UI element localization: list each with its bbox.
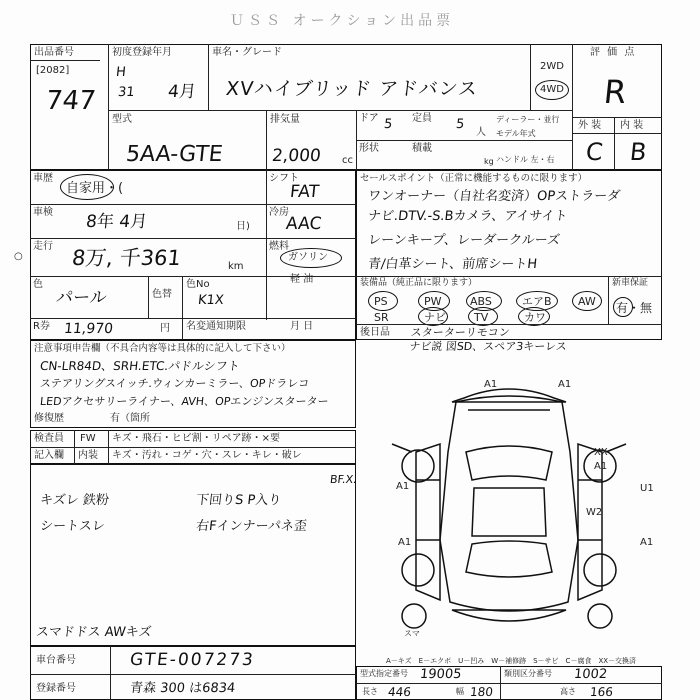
exterior-label: 外 装 — [578, 120, 602, 131]
ac-value: AAC — [285, 214, 323, 234]
equip-airbag: エアB — [522, 295, 552, 308]
inspector-note-1: キズレ 鉄粉 — [39, 493, 110, 508]
equip-ps-circle — [368, 291, 398, 311]
inspector-label: 検査員 — [34, 433, 64, 444]
aftermarket-value: スターターリモコン ナビ説 図SD、スペア3キーレス — [408, 326, 568, 353]
usage-label: 車歴 — [33, 173, 53, 184]
seats-value: 5 — [455, 117, 466, 132]
mark-a1-roof: A1 — [594, 461, 608, 472]
category-label: 類別区分番号 — [504, 669, 552, 678]
category-value: 1002 — [573, 667, 608, 682]
equip-navi: ナビ — [424, 311, 446, 324]
inspector-note-corner: BF.X. — [329, 473, 358, 486]
mark-a1-front-l: A1 — [484, 379, 498, 390]
new-car-warranty-value: 有・無 — [616, 301, 653, 315]
notes-line-1: CN-LR84D、SRH.ETC.パドルシフト — [39, 359, 241, 373]
type-label: 型式指定番号 — [360, 669, 408, 678]
kg-unit: kg — [484, 157, 494, 166]
name-change-label: 名変通知期限 — [186, 321, 246, 332]
inspection-day: 日) — [236, 221, 250, 232]
yen-unit: 円 — [160, 323, 170, 334]
lot-sub: [2082] — [36, 65, 70, 76]
inspector-notes-block — [30, 464, 356, 646]
sales-label: セールスポイント（正常に機能するものに限ります） — [360, 173, 588, 184]
mark-xx: XX — [594, 447, 608, 458]
recycle-label: R券 — [33, 321, 50, 332]
drive-4wd: 4WD — [540, 84, 564, 95]
fuel-gas: ガソリン — [288, 252, 328, 263]
cc-unit: cc — [342, 155, 353, 166]
equip-abs: ABS — [470, 295, 492, 308]
new-car-warranty-label: 新車保証 — [612, 278, 649, 288]
inspector-note-3: 下回りS P入り — [195, 493, 283, 508]
diagram-legend: A－キズ E－エクボ U－凹み W－補修跡 S－サビ C－腐食 XX－交換済 — [386, 657, 637, 665]
rating-value: R — [602, 73, 629, 111]
handle-label: ハンドル 左・右 — [496, 155, 555, 164]
capacity-label: 積載 — [412, 143, 432, 154]
sales-line-4: 青/白革シート、前席シートH — [367, 257, 538, 272]
ac-label: 冷房 — [269, 207, 289, 218]
inspector-note-4: 右Fインナーパネ歪 — [195, 519, 308, 534]
type-value: 19005 — [419, 667, 463, 682]
km-unit: km — [228, 261, 244, 272]
shape-label: 形状 — [359, 143, 379, 154]
lot-number: 747 — [44, 86, 98, 116]
first-reg-label: 初度登録年月 — [112, 47, 172, 58]
equip-kawa: カワ — [524, 311, 546, 324]
mileage-label: 走行 — [33, 241, 53, 252]
fuel-label: 燃料 — [269, 241, 289, 252]
width-label: 幅 — [456, 687, 464, 696]
interior-value: B — [628, 138, 648, 166]
inspector-fw: FW — [80, 433, 96, 444]
exterior-value: C — [584, 138, 605, 166]
equip-label: 装備品（純正品に限ります） — [360, 278, 478, 288]
inspector-note-5: スマドドス AWキズ — [35, 625, 153, 640]
inspector-row2: キズ・汚れ・コゲ・穴・スレ・キレ・破レ — [112, 450, 302, 461]
notes-line-2: ステアリングスイッチ.ウィンカーミラー、OPドラレコ — [39, 377, 310, 390]
mark-a1-left-1: A1 — [396, 481, 410, 492]
rating-label: 評 価 点 — [590, 47, 637, 58]
inspector-interior: 内装 — [78, 450, 98, 461]
sales-line-2: ナビ.DTV.-S.Bカメラ、アイサイト — [367, 209, 569, 224]
car-damage-diagram — [356, 340, 662, 656]
repair-label: 修復歴 — [34, 413, 64, 424]
inspection-label: 車検 — [33, 207, 53, 218]
entry-label: 記入欄 — [34, 450, 64, 461]
lot-label: 出品番号 — [34, 47, 74, 58]
equip-pw: PW — [424, 295, 442, 308]
aftermarket-label: 後日品 — [360, 327, 390, 338]
color-no-label: 色No — [186, 279, 210, 290]
sales-line-1: ワンオーナー（自社名変済）OPストラーダ — [367, 189, 621, 204]
sheet-header-text: ＵＳＳ オークション出品票 — [230, 13, 455, 29]
side-mark: ○ — [14, 251, 23, 262]
mark-a1-front-r: A1 — [558, 379, 572, 390]
door-value: 5 — [383, 117, 394, 132]
repair-value: 有（箇所 — [110, 413, 150, 424]
inspector-note-2: シートスレ — [39, 519, 106, 534]
name-grade-label: 車名・グレード — [212, 47, 282, 58]
sales-line-3: レーンキープ、レーダークルーズ — [367, 233, 561, 248]
model-year-label: モデル年式 — [496, 129, 536, 138]
mark-w2: W2 — [586, 507, 603, 518]
equip-ps: PS — [374, 295, 388, 308]
color-value: パール — [55, 288, 108, 308]
fuel-diesel: 軽 油 — [290, 274, 314, 285]
displacement-value: 2,000 — [271, 146, 322, 166]
equip-aw: AW — [578, 295, 596, 308]
shift-value: FAT — [289, 182, 321, 202]
inspection-value: 8年 4月 — [85, 212, 149, 232]
mark-suma: スマ — [404, 629, 420, 638]
reg-month: 4月 — [167, 82, 197, 102]
width-value: 180 — [469, 685, 494, 699]
chassis-label: 車台番号 — [36, 655, 76, 666]
equip-tv: TV — [474, 311, 489, 324]
header-block — [30, 44, 662, 170]
inspector-row1: キズ・飛石・ヒビ割・リペア跡・×要 — [112, 433, 280, 444]
mark-a1-left-2: A1 — [398, 537, 412, 548]
door-label: ドア — [359, 113, 379, 124]
height-value: 166 — [589, 685, 614, 699]
reg-year: 31 — [117, 85, 136, 100]
recycle-value: 11,970 — [63, 321, 114, 337]
notes-label: 注意事項申告欄（不具合内容等は具体的に記入して下さい） — [34, 343, 291, 354]
color-no-value: K1X — [197, 293, 225, 308]
equip-aw-circle — [572, 291, 602, 311]
reg-label: 登録番号 — [36, 683, 76, 694]
seats-unit: 人 — [476, 127, 486, 138]
reg-value: 青森 300 は6834 — [129, 681, 236, 696]
height-label: 高さ — [560, 687, 576, 696]
mileage-value: 8万, 千361 — [70, 246, 183, 270]
mark-a1-right: A1 — [640, 537, 654, 548]
warranty-circle — [613, 297, 633, 317]
color-label: 色 — [33, 279, 43, 290]
length-value: 446 — [387, 685, 412, 699]
usage-value: 自家用・( — [66, 181, 124, 196]
name-change-date: 月 日 — [290, 321, 314, 332]
displacement-label: 排気量 — [270, 114, 300, 125]
era: H — [115, 65, 127, 80]
notes-line-3: LEDアクセサリーライナー、AVH、OPエンジンスターター — [39, 395, 330, 408]
shift-label: シフト — [269, 173, 299, 184]
color-change-label: 色替 — [152, 289, 172, 300]
chassis-value: GTE-007273 — [129, 650, 256, 670]
equip-sr: SR — [374, 311, 389, 324]
model-label: 型式 — [112, 114, 132, 125]
length-label: 長さ — [362, 687, 378, 696]
model-value: 5AA-GTE — [124, 142, 224, 167]
mark-u1: U1 — [640, 483, 654, 494]
seats-label: 定員 — [412, 113, 432, 124]
drive-2wd: 2WD — [540, 61, 564, 72]
name-grade: XVハイブリッド アドバンス — [224, 78, 480, 100]
dealer-label: ディーラー・並行 — [496, 115, 560, 124]
interior-label: 内 装 — [620, 120, 644, 131]
